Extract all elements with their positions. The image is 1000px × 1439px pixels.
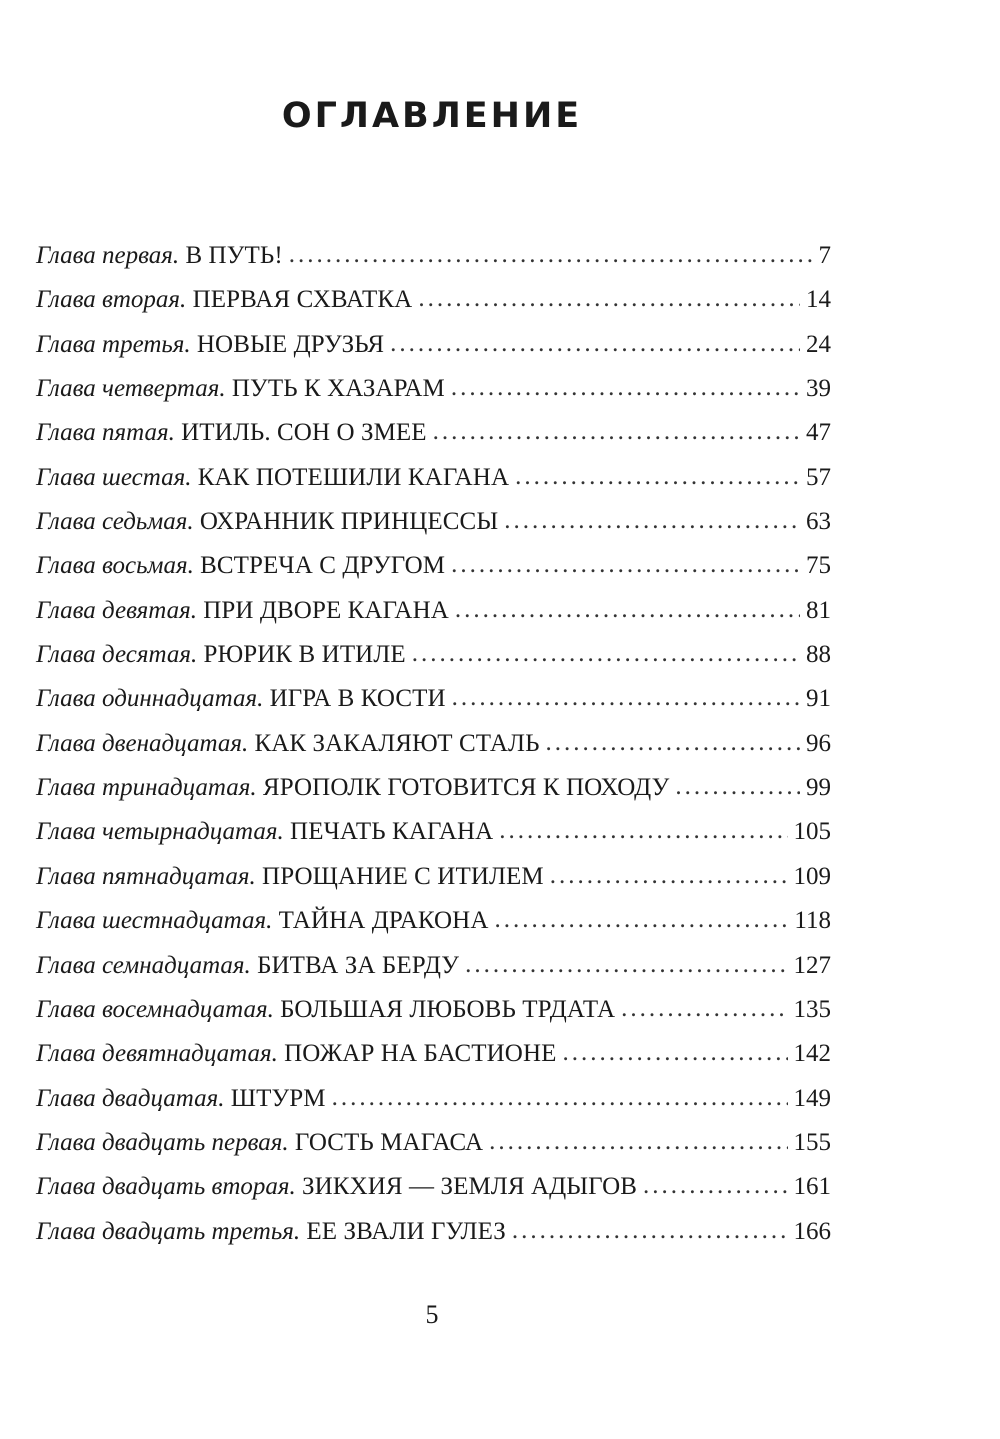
toc-entry xyxy=(36,464,831,508)
toc-chapter-title: ТАЙНА ДРАКОНА xyxy=(278,907,489,935)
toc-chapter-number: Глава тринадцатая. xyxy=(36,774,257,802)
toc-page-number: 99 xyxy=(806,774,831,802)
toc-entry xyxy=(36,1173,831,1217)
toc-page-number: 142 xyxy=(793,1040,831,1068)
toc-entry xyxy=(36,375,831,419)
toc-chapter-title: БИТВА ЗА БЕРДУ xyxy=(257,951,460,979)
toc-dot-leader xyxy=(451,374,800,402)
toc-page-number: 161 xyxy=(793,1173,831,1201)
toc-page-number: 81 xyxy=(806,596,831,624)
toc-entry xyxy=(36,419,831,463)
toc-chapter-title: КАК ЗАКАЛЯЮТ СТАЛЬ xyxy=(254,729,540,757)
toc-entry xyxy=(36,863,831,907)
toc-chapter-number: Глава третья. xyxy=(36,330,191,358)
toc-dot-leader xyxy=(452,684,800,712)
toc-chapter-title: ЕЕ ЗВАЛИ ГУЛЕЗ xyxy=(306,1217,506,1245)
toc-entry xyxy=(36,331,831,375)
toc-chapter-title: БОЛЬШАЯ ЛЮБОВЬ ТРДАТА xyxy=(280,995,616,1023)
toc-dot-leader xyxy=(489,1128,787,1156)
toc-entry xyxy=(36,597,831,641)
toc-page-number: 14 xyxy=(806,286,831,314)
toc-entry xyxy=(36,552,831,596)
toc-dot-leader xyxy=(412,640,800,668)
toc-chapter-number: Глава шестнадцатая. xyxy=(36,907,273,935)
toc-chapter-number: Глава девятнадцатая. xyxy=(36,1040,278,1068)
toc-chapter-number: Глава двенадцатая. xyxy=(36,729,249,757)
toc-entry xyxy=(36,508,831,552)
toc-entry xyxy=(36,1085,831,1129)
toc-chapter-number: Глава двадцатая. xyxy=(36,1084,225,1112)
toc-page-number: 63 xyxy=(806,508,831,536)
toc-entry xyxy=(36,1218,831,1262)
toc-chapter-number: Глава двадцать вторая. xyxy=(36,1173,296,1201)
toc-dot-leader xyxy=(499,817,787,845)
toc-page-number: 155 xyxy=(793,1128,831,1156)
toc-page-number: 7 xyxy=(818,242,831,269)
toc-entry xyxy=(36,907,831,951)
toc-chapter-title: ГОСТЬ МАГАСА xyxy=(294,1128,484,1156)
toc-chapter-number: Глава восьмая. xyxy=(36,552,194,580)
toc-chapter-number: Глава одиннадцатая. xyxy=(36,685,264,713)
toc-dot-leader xyxy=(494,906,788,934)
toc-entry xyxy=(36,996,831,1040)
toc-chapter-number: Глава восемнадцатая. xyxy=(36,995,274,1023)
toc-chapter-title: ПРИ ДВОРЕ КАГАНА xyxy=(203,596,449,624)
toc-dot-leader xyxy=(390,330,800,358)
toc-chapter-number: Глава четвертая. xyxy=(36,375,226,403)
toc-dot-leader xyxy=(550,862,788,890)
toc-chapter-title: ПУТЬ К ХАЗАРАМ xyxy=(231,375,445,403)
toc-entry xyxy=(36,952,831,996)
toc-page-number: 96 xyxy=(806,729,831,757)
toc-chapter-title: ВСТРЕЧА С ДРУГОМ xyxy=(200,552,446,580)
toc-chapter-number: Глава десятая. xyxy=(36,641,198,669)
toc-dot-leader xyxy=(562,1039,787,1067)
toc-page-number: 149 xyxy=(793,1084,831,1112)
toc-chapter-title: ПРОЩАНИЕ С ИТИЛЕМ xyxy=(262,862,544,890)
toc-dot-leader xyxy=(418,285,800,313)
toc-page-number: 57 xyxy=(806,463,831,491)
toc-chapter-title: ШТУРМ xyxy=(230,1084,326,1112)
toc-page-number: 88 xyxy=(806,641,831,669)
toc-page-number: 127 xyxy=(793,951,831,979)
toc-chapter-number: Глава двадцать первая. xyxy=(36,1128,289,1156)
toc-entry xyxy=(36,685,831,729)
toc-chapter-number: Глава седьмая. xyxy=(36,508,194,536)
toc-chapter-title: ЗИКХИЯ — ЗЕМЛЯ АДЫГОВ xyxy=(302,1173,638,1201)
toc-chapter-number: Глава вторая. xyxy=(36,286,187,314)
toc-dot-leader xyxy=(504,507,800,535)
toc-chapter-number: Глава двадцать третья. xyxy=(36,1217,301,1245)
toc-chapter-title: ЯРОПОЛК ГОТОВИТСЯ К ПОХОДУ xyxy=(262,774,670,802)
toc-entry xyxy=(36,242,831,286)
toc-dot-leader xyxy=(675,773,800,801)
toc-chapter-number: Глава семнадцатая. xyxy=(36,951,251,979)
toc-entry xyxy=(36,730,831,774)
toc-page-number: 24 xyxy=(806,330,831,358)
toc-chapter-number: Глава пятая. xyxy=(36,419,175,447)
toc-chapter-title: НОВЫЕ ДРУЗЬЯ xyxy=(196,330,385,358)
toc-page-number: 47 xyxy=(806,419,831,447)
toc-chapter-number: Глава первая. xyxy=(36,242,180,269)
toc-chapter-number: Глава пятнадцатая. xyxy=(36,862,256,890)
toc-entry xyxy=(36,286,831,330)
toc-chapter-number: Глава девятая. xyxy=(36,596,197,624)
toc-chapter-title: ОХРАННИК ПРИНЦЕССЫ xyxy=(199,508,499,536)
toc-dot-leader xyxy=(546,729,800,757)
toc-chapter-title: КАК ПОТЕШИЛИ КАГАНА xyxy=(197,463,510,491)
toc-chapter-number: Глава четырнадцатая. xyxy=(36,818,284,846)
toc-chapter-title: ПЕРВАЯ СХВАТКА xyxy=(192,286,413,314)
toc-chapter-title: ПЕЧАТЬ КАГАНА xyxy=(290,818,494,846)
toc-page-number: 118 xyxy=(794,907,831,935)
toc-dot-leader xyxy=(332,1084,788,1112)
toc-chapter-title: ИГРА В КОСТИ xyxy=(269,685,446,713)
toc-dot-leader xyxy=(512,1217,788,1245)
table-of-contents xyxy=(36,242,831,1262)
page-title: ОГЛАВЛЕНИЕ xyxy=(281,96,583,136)
toc-page-number: 109 xyxy=(793,862,831,890)
toc-chapter-title: ИТИЛЬ. СОН О ЗМЕЕ xyxy=(181,419,427,447)
toc-chapter-number: Глава шестая. xyxy=(36,463,192,491)
toc-dot-leader xyxy=(515,463,800,491)
toc-entry xyxy=(36,1040,831,1084)
toc-page-number: 75 xyxy=(806,552,831,580)
toc-entry xyxy=(36,774,831,818)
page-number: 5 xyxy=(425,1300,439,1329)
toc-entry xyxy=(36,1129,831,1173)
toc-chapter-title: РЮРИК В ИТИЛЕ xyxy=(203,641,406,669)
toc-entry xyxy=(36,641,831,685)
toc-dot-leader xyxy=(289,241,813,269)
toc-page-number: 39 xyxy=(806,375,831,403)
toc-dot-leader xyxy=(643,1172,787,1200)
toc-dot-leader xyxy=(433,418,800,446)
toc-dot-leader xyxy=(451,551,800,579)
toc-entry xyxy=(36,818,831,862)
toc-chapter-title: В ПУТЬ! xyxy=(185,242,283,269)
toc-chapter-title: ПОЖАР НА БАСТИОНЕ xyxy=(284,1040,557,1068)
toc-dot-leader xyxy=(465,951,787,979)
toc-dot-leader xyxy=(621,995,787,1023)
toc-dot-leader xyxy=(455,596,800,624)
toc-page-number: 91 xyxy=(806,685,831,713)
toc-page-number: 135 xyxy=(793,995,831,1023)
toc-page-number: 166 xyxy=(793,1217,831,1245)
toc-page-number: 105 xyxy=(793,818,831,846)
